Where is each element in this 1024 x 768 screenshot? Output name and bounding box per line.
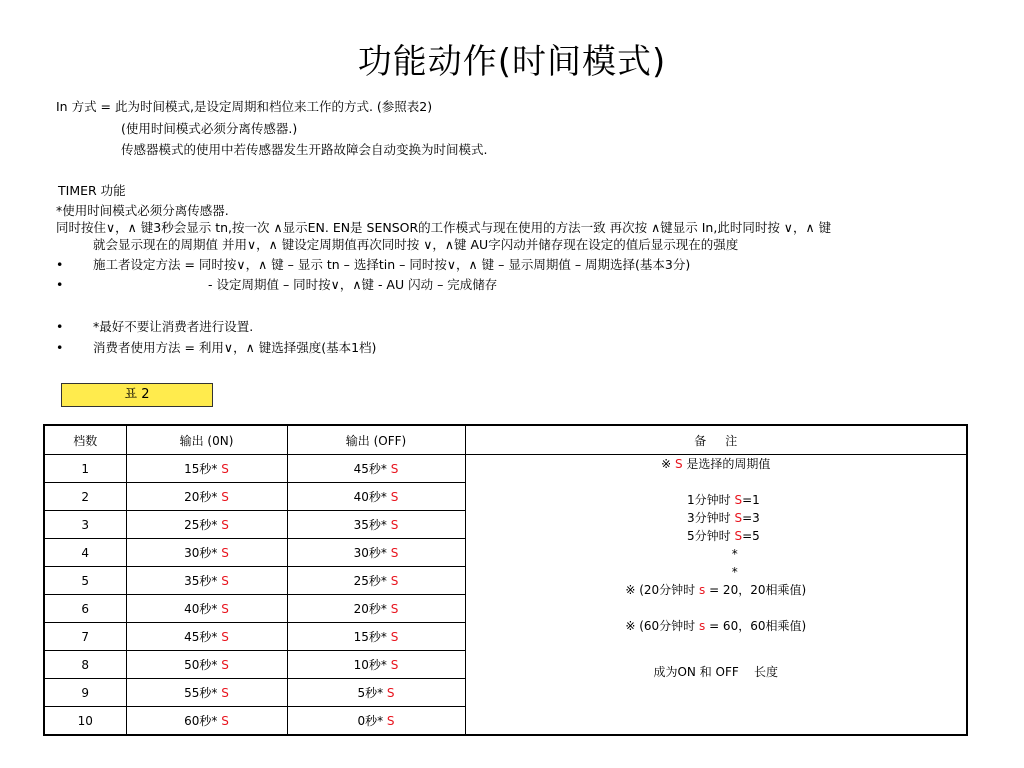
cell-level: 2 (44, 483, 126, 511)
bullet-mark: • (56, 257, 64, 272)
cell-off: 0秒* S (287, 707, 465, 736)
note-3min: 3分钟时 S=3 (671, 511, 760, 525)
header-level: 档数 (44, 425, 126, 455)
note-1min: 1分钟时 S=1 (671, 493, 760, 507)
timer-desc-1: 同时按住∨，∧ 键3秒会显示 tn,按一次 ∧显示EN. EN是 SENSOR的工作模式与现在使用的方法一致 再次按 ∧键显示 In,此时同时按 ∨，∧ 键 (56, 220, 832, 235)
cell-off: 40秒* S (287, 483, 465, 511)
bullet-mark: • (56, 277, 64, 292)
cell-level: 1 (44, 455, 126, 483)
cell-on: 30秒* S (126, 539, 287, 567)
cell-off: 25秒* S (287, 567, 465, 595)
cell-on: 45秒* S (126, 623, 287, 651)
note-star: * (731, 547, 738, 561)
notes-cell (465, 455, 967, 736)
table-header-row (44, 425, 967, 455)
cell-level: 9 (44, 679, 126, 707)
note-60min: ※ (60分钟时 s = 60，60相乘值) (625, 619, 807, 633)
timer-note: *使用时间模式必须分离传感器. (56, 203, 229, 218)
cell-on: 20秒* S (126, 483, 287, 511)
note-5min: 5分钟时 S=5 (671, 529, 760, 543)
cell-level: 8 (44, 651, 126, 679)
header-output-off: 输出 (OFF) (287, 425, 465, 455)
cell-on: 35秒* S (126, 567, 287, 595)
note-on-off-length: 成为ON 和 OFF 长度 (653, 665, 779, 679)
level-table (43, 424, 968, 736)
cell-off: 20秒* S (287, 595, 465, 623)
cell-off: 10秒* S (287, 651, 465, 679)
cell-on: 60秒* S (126, 707, 287, 736)
timer-heading: TIMER 功能 (58, 183, 126, 198)
cell-level: 10 (44, 707, 126, 736)
bullet-consumer-method: 消费者使用方法 = 利用∨，∧ 键选择强度(基本1档) (93, 340, 377, 355)
note-20min: ※ (20分钟时 s = 20，20相乘值) (625, 583, 807, 597)
header-notes: 备 注 (465, 425, 967, 455)
cell-off: 30秒* S (287, 539, 465, 567)
cell-level: 6 (44, 595, 126, 623)
cell-on: 25秒* S (126, 511, 287, 539)
cell-on: 40秒* S (126, 595, 287, 623)
timer-desc-2: 就会显示现在的周期值 并用∨，∧ 键设定周期值再次同时按 ∨，∧键 AU字闪动并储存现在设定的值后显示现在的强度 (93, 237, 739, 252)
cell-on: 50秒* S (126, 651, 287, 679)
cell-off: 35秒* S (287, 511, 465, 539)
header-output-on: 输出 (0N) (126, 425, 287, 455)
cell-level: 3 (44, 511, 126, 539)
bullet-mark: • (56, 340, 64, 355)
note-star: * (731, 565, 738, 579)
cell-level: 5 (44, 567, 126, 595)
bullet-consumer-warning: *最好不要让消费者进行设置. (93, 319, 254, 334)
bullet-mark: • (56, 319, 64, 334)
bullet-installer-method: 施工者设定方法 = 同时按∨，∧ 键 – 显示 tn – 选择tin – 同时按∨，∧ 键 – 显示周期值 – 周期选择(基本3分) (93, 257, 691, 272)
table-row (44, 455, 967, 483)
table-label-badge: 표 2 (61, 383, 213, 407)
intro-line-1: In 方式 = 此为时间模式,是设定周期和档位来工作的方式. (参照表2) (56, 99, 433, 114)
cell-on: 55秒* S (126, 679, 287, 707)
intro-line-2: (使用时间模式必须分离传感器.) (121, 121, 298, 136)
cell-off: 15秒* S (287, 623, 465, 651)
cell-on: 15秒* S (126, 455, 287, 483)
bullet-set-period: - 设定周期值 – 同时按∨，∧键 - AU 闪动 – 完成储存 (208, 277, 498, 292)
page-title: 功能动作(时间模式) (357, 42, 667, 82)
cell-off: 5秒* S (287, 679, 465, 707)
intro-line-3: 传感器模式的使用中若传感器发生开路故障会自动变换为时间模式. (121, 142, 488, 157)
cell-off: 45秒* S (287, 455, 465, 483)
cell-level: 7 (44, 623, 126, 651)
note-period: ※ S 是选择的周期值 (661, 457, 771, 471)
cell-level: 4 (44, 539, 126, 567)
